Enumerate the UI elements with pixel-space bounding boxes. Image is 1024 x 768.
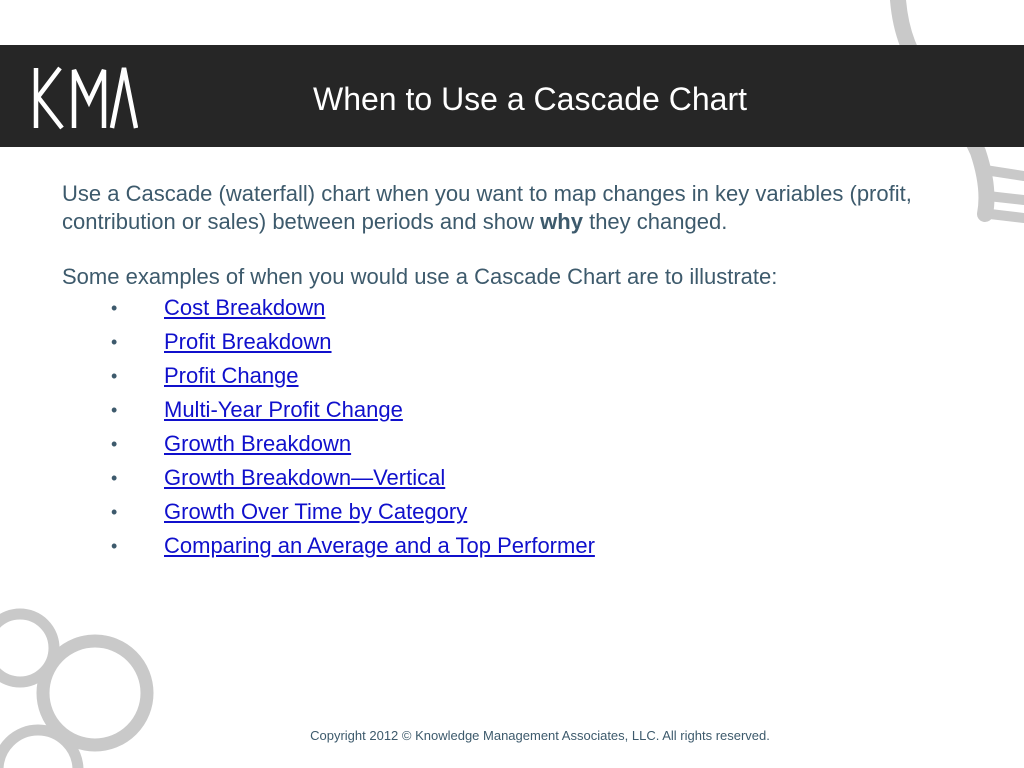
bullet-icon: •: [111, 502, 118, 522]
list-item: [62, 359, 962, 393]
copyright-footer: Copyright 2012 © Knowledge Management Associates, LLC. All rights reserved.: [310, 728, 770, 743]
link-growth-breakdown[interactable]: Growth Breakdown: [164, 431, 352, 456]
bullet-icon: •: [111, 468, 118, 488]
link-growth-breakdown-vertical[interactable]: Growth Breakdown—Vertical: [164, 465, 446, 490]
bullet-icon: •: [111, 400, 118, 420]
list-item: [62, 393, 962, 427]
link-cost-breakdown[interactable]: Cost Breakdown: [164, 295, 326, 320]
link-profit-breakdown[interactable]: Profit Breakdown: [164, 329, 332, 354]
examples-intro: Some examples of when you would use a Cascade Chart are to illustrate:: [62, 264, 778, 289]
link-profit-change[interactable]: Profit Change: [164, 363, 299, 388]
bullet-icon: •: [111, 536, 118, 556]
link-comparing-average-top-performer[interactable]: Comparing an Average and a Top Performer: [164, 533, 595, 558]
list-item: [62, 291, 962, 325]
intro-paragraph: Use a Cascade (waterfall) chart when you want to map changes in key variables (profit, contribution or sales) between periods and show why they changed.: [62, 181, 912, 234]
examples-list: [62, 291, 962, 563]
bullet-icon: •: [111, 366, 118, 386]
link-growth-over-time-by-category[interactable]: Growth Over Time by Category: [164, 499, 468, 524]
ring-decoration: [0, 730, 78, 768]
slide-title: When to Use a Cascade Chart: [313, 81, 747, 117]
ring-decoration: [43, 641, 147, 745]
emphasis-why: why: [540, 209, 583, 234]
list-item: [62, 495, 962, 529]
bullet-icon: •: [111, 298, 118, 318]
slide-body: [62, 180, 962, 563]
list-item: [62, 529, 962, 563]
bullet-icon: •: [111, 434, 118, 454]
list-item: [62, 427, 962, 461]
list-item: [62, 325, 962, 359]
bullet-icon: •: [111, 332, 118, 352]
list-item: [62, 461, 962, 495]
ring-decoration: [0, 614, 54, 682]
link-multi-year-profit-change[interactable]: Multi-Year Profit Change: [164, 397, 403, 422]
kma-logo: [30, 66, 138, 130]
